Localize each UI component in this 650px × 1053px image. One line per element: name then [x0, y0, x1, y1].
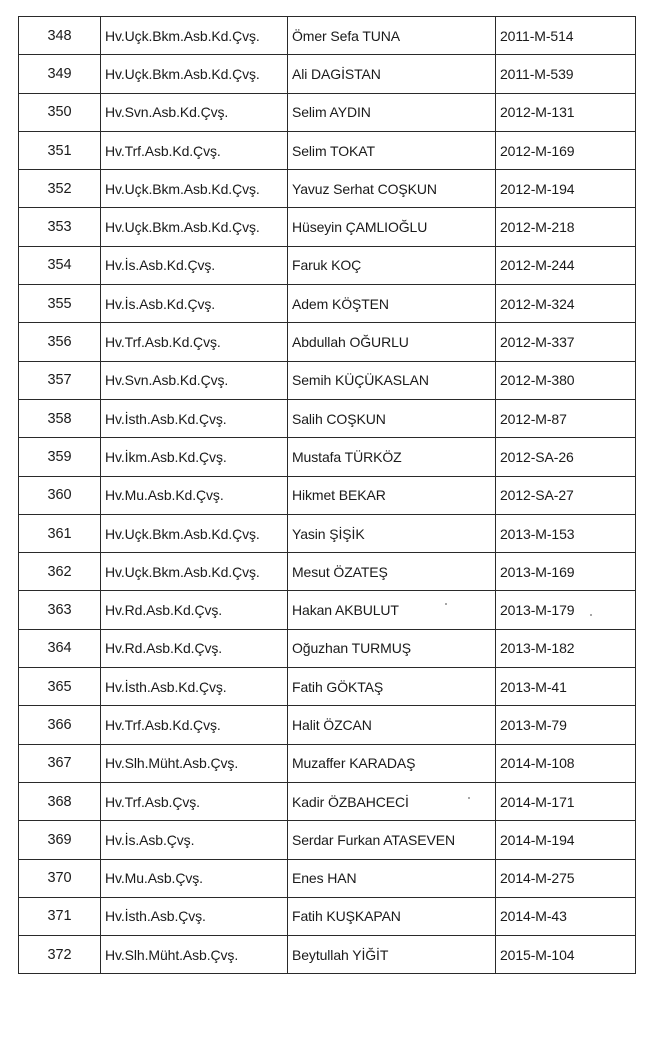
rank-cell: Hv.Uçk.Bkm.Asb.Kd.Çvş.: [101, 208, 288, 246]
table-row: [19, 93, 636, 131]
registry-number-cell: 2013-M-169: [496, 553, 636, 591]
rank-cell: Hv.Uçk.Bkm.Asb.Kd.Çvş.: [101, 55, 288, 93]
registry-number-cell: 2012-M-218: [496, 208, 636, 246]
registry-number-cell: 2012-M-169: [496, 131, 636, 169]
name-cell: Yavuz Serhat COŞKUN: [288, 170, 496, 208]
table-row: [19, 246, 636, 284]
table-row: [19, 629, 636, 667]
row-number-cell: 364: [19, 629, 101, 667]
roster-table: [18, 16, 636, 974]
rank-cell: Hv.Uçk.Bkm.Asb.Kd.Çvş.: [101, 514, 288, 552]
row-number-cell: 348: [19, 17, 101, 55]
row-number-cell: 352: [19, 170, 101, 208]
row-number-cell: 349: [19, 55, 101, 93]
row-number-cell: 365: [19, 668, 101, 706]
scan-speck: [468, 797, 470, 799]
rank-cell: Hv.Mu.Asb.Çvş.: [101, 859, 288, 897]
rank-cell: Hv.Svn.Asb.Kd.Çvş.: [101, 361, 288, 399]
row-number-cell: 359: [19, 438, 101, 476]
row-number-cell: 358: [19, 399, 101, 437]
rank-cell: Hv.Trf.Asb.Çvş.: [101, 782, 288, 820]
row-number-cell: 351: [19, 131, 101, 169]
table-row: [19, 706, 636, 744]
table-row: [19, 131, 636, 169]
name-cell: Faruk KOÇ: [288, 246, 496, 284]
registry-number-cell: 2013-M-153: [496, 514, 636, 552]
rank-cell: Hv.Rd.Asb.Kd.Çvş.: [101, 591, 288, 629]
registry-number-cell: 2015-M-104: [496, 936, 636, 974]
registry-number-cell: 2012-SA-26: [496, 438, 636, 476]
registry-number-cell: 2012-SA-27: [496, 476, 636, 514]
row-number-cell: 372: [19, 936, 101, 974]
registry-number-cell: 2012-M-244: [496, 246, 636, 284]
registry-number-cell: 2014-M-171: [496, 782, 636, 820]
name-cell: Kadir ÖZBAHCECİ: [288, 782, 496, 820]
table-row: [19, 859, 636, 897]
row-number-cell: 354: [19, 246, 101, 284]
table-row: [19, 744, 636, 782]
row-number-cell: 362: [19, 553, 101, 591]
row-number-cell: 360: [19, 476, 101, 514]
rank-cell: Hv.Mu.Asb.Kd.Çvş.: [101, 476, 288, 514]
table-row: [19, 668, 636, 706]
table-row: [19, 782, 636, 820]
rank-cell: Hv.İs.Asb.Kd.Çvş.: [101, 246, 288, 284]
registry-number-cell: 2012-M-131: [496, 93, 636, 131]
rank-cell: Hv.İs.Asb.Kd.Çvş.: [101, 285, 288, 323]
rank-cell: Hv.Trf.Asb.Kd.Çvş.: [101, 706, 288, 744]
rank-cell: Hv.Slh.Müht.Asb.Çvş.: [101, 936, 288, 974]
rank-cell: Hv.İsth.Asb.Kd.Çvş.: [101, 668, 288, 706]
table-row: [19, 399, 636, 437]
row-number-cell: 370: [19, 859, 101, 897]
name-cell: Hikmet BEKAR: [288, 476, 496, 514]
rank-cell: Hv.İs.Asb.Çvş.: [101, 821, 288, 859]
name-cell: Abdullah OĞURLU: [288, 323, 496, 361]
name-cell: Fatih KUŞKAPAN: [288, 897, 496, 935]
table-row: [19, 170, 636, 208]
registry-number-cell: 2013-M-179: [496, 591, 636, 629]
name-cell: Ömer Sefa TUNA: [288, 17, 496, 55]
name-cell: Serdar Furkan ATASEVEN: [288, 821, 496, 859]
registry-number-cell: 2012-M-380: [496, 361, 636, 399]
name-cell: Enes HAN: [288, 859, 496, 897]
table-row: [19, 936, 636, 974]
table-row: [19, 821, 636, 859]
name-cell: Beytullah YİĞİT: [288, 936, 496, 974]
rank-cell: Hv.Trf.Asb.Kd.Çvş.: [101, 323, 288, 361]
table-row: [19, 208, 636, 246]
name-cell: Yasin ŞİŞİK: [288, 514, 496, 552]
table-row: [19, 17, 636, 55]
rank-cell: Hv.Svn.Asb.Kd.Çvş.: [101, 93, 288, 131]
table-row: [19, 285, 636, 323]
row-number-cell: 366: [19, 706, 101, 744]
row-number-cell: 361: [19, 514, 101, 552]
table-row: [19, 591, 636, 629]
rank-cell: Hv.Rd.Asb.Kd.Çvş.: [101, 629, 288, 667]
row-number-cell: 371: [19, 897, 101, 935]
table-row: [19, 897, 636, 935]
scan-speck: [590, 614, 592, 616]
registry-number-cell: 2014-M-108: [496, 744, 636, 782]
row-number-cell: 355: [19, 285, 101, 323]
name-cell: Selim TOKAT: [288, 131, 496, 169]
registry-number-cell: 2014-M-194: [496, 821, 636, 859]
table-row: [19, 514, 636, 552]
name-cell: Semih KÜÇÜKASLAN: [288, 361, 496, 399]
name-cell: Hakan AKBULUT: [288, 591, 496, 629]
registry-number-cell: 2013-M-79: [496, 706, 636, 744]
registry-number-cell: 2012-M-194: [496, 170, 636, 208]
registry-number-cell: 2013-M-182: [496, 629, 636, 667]
table-row: [19, 476, 636, 514]
row-number-cell: 367: [19, 744, 101, 782]
row-number-cell: 357: [19, 361, 101, 399]
registry-number-cell: 2014-M-275: [496, 859, 636, 897]
table-row: [19, 55, 636, 93]
name-cell: Mustafa TÜRKÖZ: [288, 438, 496, 476]
row-number-cell: 363: [19, 591, 101, 629]
rank-cell: Hv.İsth.Asb.Çvş.: [101, 897, 288, 935]
rank-cell: Hv.Slh.Müht.Asb.Çvş.: [101, 744, 288, 782]
name-cell: Muzaffer KARADAŞ: [288, 744, 496, 782]
name-cell: Mesut ÖZATEŞ: [288, 553, 496, 591]
row-number-cell: 356: [19, 323, 101, 361]
registry-number-cell: 2012-M-337: [496, 323, 636, 361]
rank-cell: Hv.Uçk.Bkm.Asb.Kd.Çvş.: [101, 553, 288, 591]
rank-cell: Hv.Uçk.Bkm.Asb.Kd.Çvş.: [101, 17, 288, 55]
name-cell: Salih COŞKUN: [288, 399, 496, 437]
name-cell: Ali DAGİSTAN: [288, 55, 496, 93]
table-row: [19, 323, 636, 361]
name-cell: Selim AYDIN: [288, 93, 496, 131]
registry-number-cell: 2014-M-43: [496, 897, 636, 935]
rank-cell: Hv.Uçk.Bkm.Asb.Kd.Çvş.: [101, 170, 288, 208]
rank-cell: Hv.Trf.Asb.Kd.Çvş.: [101, 131, 288, 169]
rank-cell: Hv.İkm.Asb.Kd.Çvş.: [101, 438, 288, 476]
roster-sheet: [18, 16, 635, 974]
name-cell: Fatih GÖKTAŞ: [288, 668, 496, 706]
rank-cell: Hv.İsth.Asb.Kd.Çvş.: [101, 399, 288, 437]
name-cell: Hüseyin ÇAMLIOĞLU: [288, 208, 496, 246]
table-row: [19, 438, 636, 476]
row-number-cell: 368: [19, 782, 101, 820]
table-row: [19, 553, 636, 591]
table-row: [19, 361, 636, 399]
registry-number-cell: 2013-M-41: [496, 668, 636, 706]
registry-number-cell: 2012-M-87: [496, 399, 636, 437]
registry-number-cell: 2012-M-324: [496, 285, 636, 323]
name-cell: Adem KÖŞTEN: [288, 285, 496, 323]
row-number-cell: 350: [19, 93, 101, 131]
registry-number-cell: 2011-M-539: [496, 55, 636, 93]
row-number-cell: 369: [19, 821, 101, 859]
name-cell: Oğuzhan TURMUŞ: [288, 629, 496, 667]
registry-number-cell: 2011-M-514: [496, 17, 636, 55]
roster-body: [19, 17, 636, 974]
name-cell: Halit ÖZCAN: [288, 706, 496, 744]
scan-speck: [445, 603, 447, 605]
row-number-cell: 353: [19, 208, 101, 246]
